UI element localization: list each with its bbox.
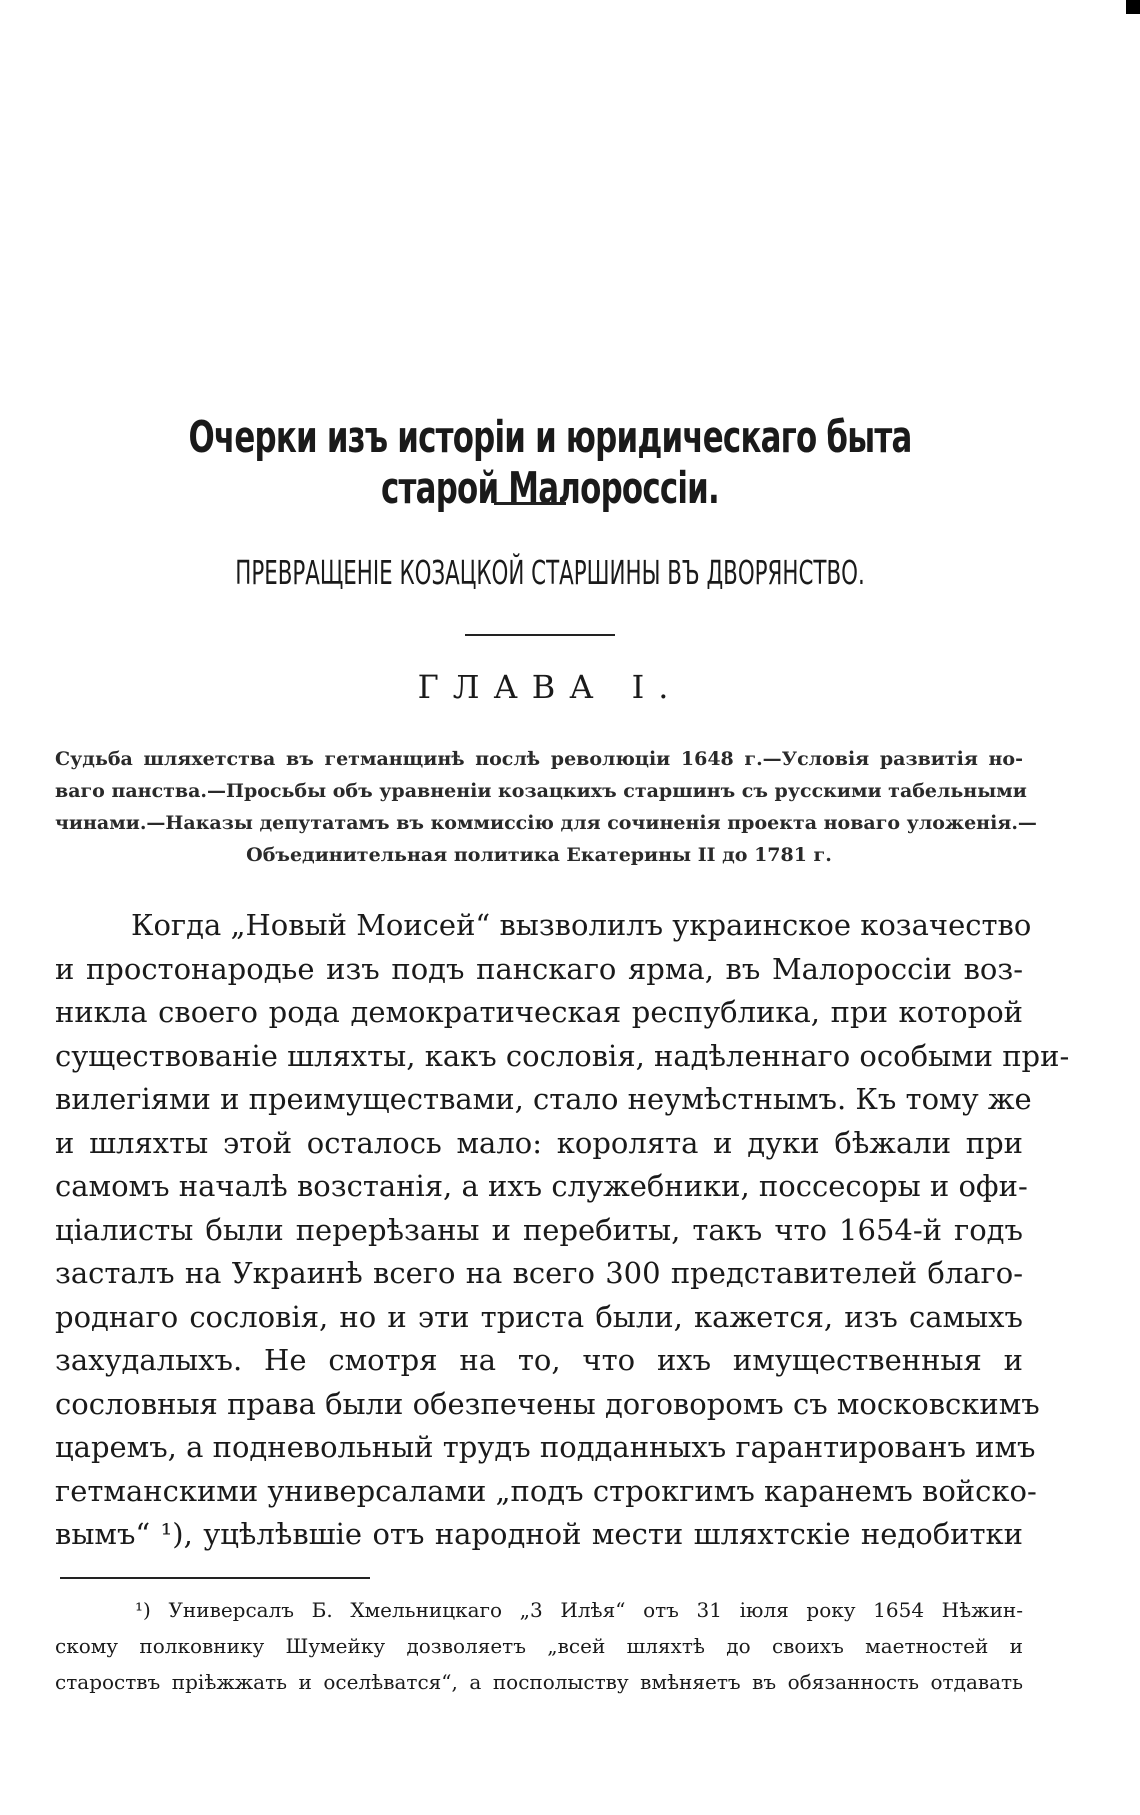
chapter-heading: ГЛАВА I. (417, 668, 683, 706)
body-paragraph (55, 904, 1070, 1557)
article-subtitle: ПРЕВРАЩЕНІЕ КОЗАЦКОЙ СТАРШИНЫ ВЪ ДВОРЯНСТВО. (235, 553, 865, 592)
body-line: гетманскими универсалами „подъ строкгимъ каранемъ войско- (55, 1473, 1037, 1508)
page-title: Очерки изъ исторіи и юридическаго быта старой Малороссіи. (188, 412, 912, 514)
summary-line: Судьба шляхетства въ гетманщинѣ послѣ революціи 1648 г.—Условія развитія но- (55, 748, 1023, 770)
summary-line: ваго панства.—Просьбы объ уравненіи козацкихъ старшинъ съ русскими табельными (55, 780, 1027, 802)
body-line: Когда „Новый Моисей“ вызволилъ украинское козачество (131, 908, 1032, 942)
body-line: захудалыхъ. Не смотря на то, что ихъ имущественныя и (55, 1343, 1023, 1377)
body-line: никла своего рода демократическая республика, при которой (55, 995, 1023, 1029)
body-line: вымъ“ ¹), уцѣлѣвшіе отъ народной мести шляхтскіе недобитки (55, 1517, 1023, 1551)
footnote-line: скому полковнику Шумейку дозволяетъ „всей шляхтѣ до своихъ маетностей и (55, 1634, 1023, 1658)
title-rule (494, 502, 566, 505)
body-line: царемъ, а подневольный трудъ подданныхъ гарантированъ имъ (55, 1430, 1036, 1464)
body-line: засталъ на Украинѣ всего на всего 300 представителей благо- (55, 1256, 1023, 1290)
footnote-line: ¹) Универсалъ Б. Хмельницкаго „3 Илѣя“ отъ 31 іюля року 1654 Нѣжин- (135, 1598, 1023, 1622)
body-line: существованіе шляхты, какъ сословія, надѣленнаго особыми при- (55, 1038, 1070, 1073)
body-line: роднаго сословія, но и эти триста были, кажется, изъ самыхъ (55, 1299, 1023, 1334)
scan-corner-mark (1126, 0, 1140, 14)
footnote-line: староствъ прiѣжжать и оселѣватся“, а посполыству вмѣняетъ въ обязанность отдавать (55, 1670, 1023, 1694)
footnotes (55, 1592, 1023, 1700)
subtitle-rule (465, 634, 615, 636)
body-line: самомъ началѣ возстанія, а ихъ служебники, поссесоры и офи- (55, 1169, 1028, 1203)
body-line: вилегіями и преимуществами, стало неумѣстнымъ. Къ тому же (55, 1082, 1032, 1116)
body-line: и шляхты этой осталось мало: королята и дуки бѣжали при (55, 1125, 1023, 1160)
body-line: и простонародье изъ подъ панскаго ярма, въ Малороссіи воз- (55, 951, 1023, 986)
summary-line: Объединительная политика Екатерины II до 1781 г. (246, 844, 832, 866)
body-line: ціалисты были перерѣзаны и перебиты, такъ что 1654-й годъ (55, 1212, 1023, 1247)
footnote-divider (60, 1577, 370, 1579)
body-line: сословныя права были обезпечены договоромъ съ московскимъ (55, 1386, 1040, 1421)
chapter-summary (55, 743, 1037, 871)
summary-line: чинами.—Наказы депутатамъ въ коммиссію для сочиненія проекта новаго уложенія.— (55, 812, 1037, 834)
